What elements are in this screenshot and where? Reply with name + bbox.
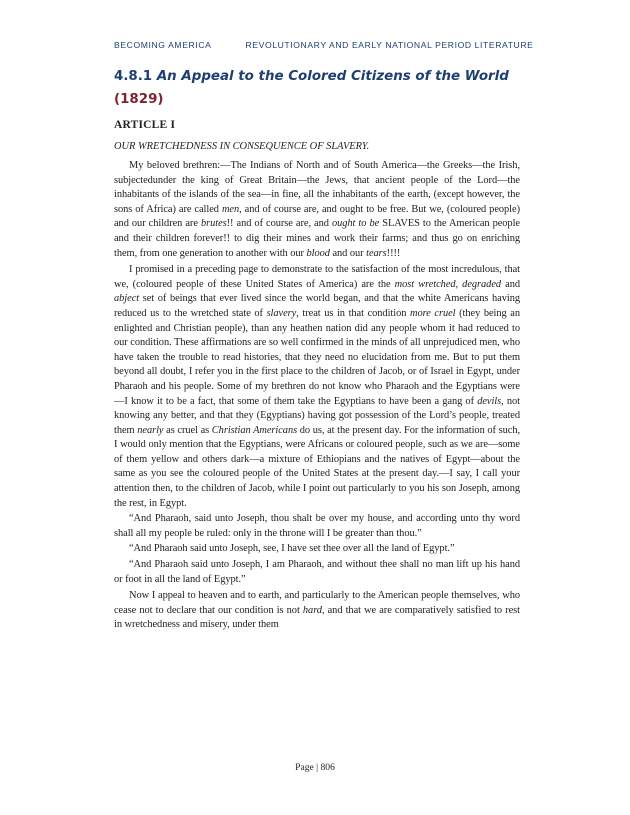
italic-run: ought to be — [331, 218, 380, 230]
italic-run: brutes — [200, 218, 227, 230]
italic-run: men — [221, 203, 240, 215]
header-book-title: BECOMING AMERICA — [114, 40, 212, 50]
text-run: !! and of course are, and — [226, 218, 332, 230]
text-run: (they being an enlighted and Christian people), than any heathen nation did any people whom it had reduced to our condition. These affirmations are so well confirmed in the minds of all unprejudiced men, who have taken the trouble to read histories, that they need no elucidation from me. But to put them beyond all doubt, I refer you in the first place to the children of Jacob, or of Israel in Egypt, under Pharaoh and his people. Some of my brethren do not know who Pharaoh and the Egyptians were—I know it to be a fact, that some of them take the Egyptians to have been a gang of — [114, 307, 520, 407]
text-run: “And Pharaoh, said unto Joseph, thou shalt be over my house, and according unto thy word shall all my people be ruled: only in the throne will I be greater than thou.” — [114, 513, 520, 539]
italic-run: hard — [302, 604, 322, 616]
text-run: , and that we are comparatively satisfied to rest in wretchedness and misery, under them — [114, 604, 520, 631]
text-run: and our — [329, 247, 367, 259]
text-run: do us, at the present day. For the information of such, I would only mention that the Egyptians, were Africans or coloured people, such as we are—some of them yellow and others dark—a mixture of Ethiopians and the natives of Egypt—about the same as you see the coloured people of the United States at the present day.—I say, I call your attention then, to the children of Jacob, while I point out particularly to you his son Joseph, among the rest, in Egypt. — [114, 424, 521, 509]
italic-run: nearly — [137, 424, 164, 436]
paragraph — [114, 159, 520, 261]
text-run: !!!! — [386, 247, 401, 259]
header-section-title: REVOLUTIONARY AND EARLY NATIONAL PERIOD LITERATURE — [245, 40, 534, 50]
text-run: Now I appeal to heaven and to earth, and particularly to the American people themselves, who cease not to declare that our condition is not — [114, 590, 520, 616]
article-heading: ARTICLE I — [114, 119, 176, 131]
page-content — [114, 68, 520, 634]
text-run: SLAVES to the American people and their children forever!! to dig their mines and work their farms; and thus go on enriching them, from one generation to another with our — [114, 218, 520, 259]
text-run: set of beings that ever lived since the world began, and that the white Americans having reduced us to the wretched state of — [114, 293, 520, 319]
paragraph — [114, 263, 520, 511]
italic-run: more cruel — [410, 307, 456, 319]
section-title-text: An Appeal to the Colored Citizens of the World — [156, 69, 509, 84]
text-run: “And Pharaoh said unto Joseph, I am Pharaoh, and without thee shall no man lift up his hand or foot in all the land of Egypt.” — [114, 559, 520, 585]
paragraph — [114, 542, 520, 557]
text-run: and — [501, 278, 521, 290]
text-run: “And Pharaoh said unto Joseph, see, I have set thee over all the land of Egypt.” — [129, 543, 455, 555]
paragraph — [114, 558, 520, 587]
article-subheading: OUR WRETCHEDNESS IN CONSEQUENCE OF SLAVERY. — [114, 141, 370, 152]
section-title — [114, 68, 520, 86]
text-run: I promised in a preceding page to demonstrate to the satisfaction of the most incredulous, that we, (coloured people of these United States of America) are the — [114, 264, 520, 290]
running-header — [114, 40, 550, 50]
section-number: 4.8.1 — [114, 69, 153, 84]
italic-run: slavery — [266, 307, 297, 319]
paragraph — [114, 512, 520, 541]
text-run: , treat us in that condition — [296, 307, 410, 319]
text-run: , and of course are, and ought to be free. But we, (coloured people) and our children are — [114, 203, 520, 230]
text-run: My beloved brethren:—The Indians of North and of South America—the Greeks—the Irish, subjectedunder the king of Great Britain—the Jews, that ancient people of the Lord—the inhabitants of the islands of the sea—in fine, all the inhabitants of the earth, (except however, the sons of Africa) are called — [114, 160, 520, 215]
italic-run: devils — [477, 395, 502, 407]
italic-run: Christian Americans — [211, 424, 298, 436]
italic-run: tears — [366, 247, 387, 259]
italic-run: blood — [306, 247, 330, 259]
page-footer: Page | 806 — [295, 762, 335, 773]
paragraph — [114, 589, 520, 633]
body-text — [114, 159, 520, 633]
italic-run: abject — [114, 293, 140, 305]
text-run: , not knowing any better, and that they (Egyptians) having got possession of the Lord’s people, treated them — [114, 395, 520, 436]
text-run: as cruel as — [163, 424, 212, 436]
section-year: (1829) — [114, 92, 164, 107]
italic-run: most wretched, degraded — [394, 278, 502, 290]
